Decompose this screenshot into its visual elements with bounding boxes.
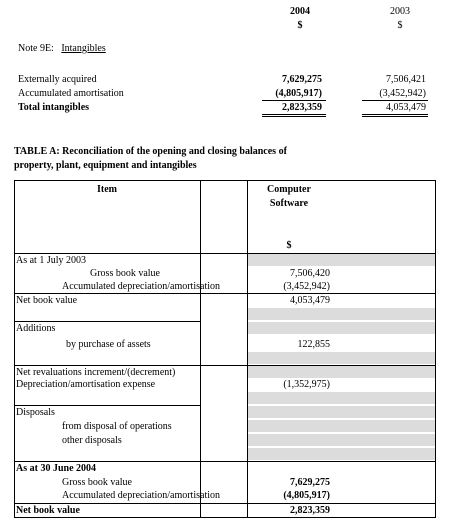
- row-divider: [14, 253, 436, 254]
- table-a-subtitle: property, plant, equipment and intangibles: [14, 160, 197, 171]
- subtotal-line-2003: [362, 100, 428, 101]
- note-title: [18, 43, 106, 54]
- row-divider: [14, 365, 436, 366]
- year-2004-header: 2004: [290, 6, 310, 17]
- note-prefix: Note 9E:: [18, 43, 54, 54]
- row-label: Additions: [16, 323, 56, 334]
- year-2003-header: 2003: [390, 6, 410, 17]
- total-line-2003-a: [362, 114, 428, 115]
- row-label: Net book value: [16, 295, 78, 306]
- shaded-cell: [248, 254, 435, 266]
- note-row-label: Externally acquired: [18, 74, 97, 85]
- row-label: Net book value: [16, 505, 80, 516]
- note-row-2004: 7,629,275: [282, 74, 322, 85]
- item-column-header: Item: [97, 184, 117, 195]
- row-value: (4,805,917): [283, 490, 330, 501]
- note-heading: Intangibles: [61, 43, 106, 54]
- row-label: As at 1 July 2003: [16, 255, 86, 266]
- shaded-cell: [248, 352, 435, 364]
- row-label: Gross book value: [90, 268, 160, 279]
- row-divider: [14, 321, 200, 322]
- shaded-cell: [248, 420, 435, 432]
- note-row-2003: (3,452,942): [379, 88, 426, 99]
- note-total-2004: 2,823,359: [282, 102, 322, 113]
- row-label: Disposals: [16, 407, 55, 418]
- row-value: 7,506,420: [290, 268, 330, 279]
- row-divider: [14, 461, 436, 462]
- total-line-2003-b: [362, 116, 428, 117]
- shaded-cell: [248, 406, 435, 418]
- shaded-cell: [248, 448, 435, 460]
- note-row-2004: (4,805,917): [275, 88, 322, 99]
- row-label: Depreciation/amortisation expense: [16, 379, 156, 390]
- row-label: other disposals: [62, 435, 122, 446]
- row-label: Accumulated depreciation/amortisation: [62, 281, 220, 292]
- row-divider: [14, 293, 436, 294]
- row-label: from disposal of operations: [62, 421, 172, 432]
- row-value: 2,823,359: [290, 505, 330, 516]
- table-a-title: TABLE A: Reconciliation of the opening and closing balances of: [14, 146, 287, 157]
- currency-header: $: [286, 240, 292, 251]
- row-label: Net revaluations increment/(decrement): [16, 367, 176, 378]
- row-value: 122,855: [297, 339, 330, 350]
- column-divider: [200, 180, 201, 518]
- row-label: As at 30 June 2004: [16, 463, 97, 474]
- row-label: Accumulated depreciation/amortisation: [62, 490, 220, 501]
- row-value: 4,053,479: [290, 295, 330, 306]
- software-column-header: Computer: [267, 184, 311, 195]
- software-column-header-2: Software: [269, 198, 309, 209]
- shaded-cell: [248, 434, 435, 446]
- row-value: 7,629,275: [290, 477, 330, 488]
- shaded-cell: [248, 308, 435, 320]
- note-row-label: Accumulated amortisation: [18, 88, 124, 99]
- shaded-cell: [248, 392, 435, 404]
- shaded-cell: [248, 366, 435, 378]
- shaded-cell: [248, 322, 435, 334]
- total-line-2004-b: [262, 116, 326, 117]
- row-label: Gross book value: [62, 477, 132, 488]
- subtotal-line-2004: [262, 100, 326, 101]
- note-total-2003: 4,053,479: [386, 102, 426, 113]
- row-value: (1,352,975): [283, 379, 330, 390]
- currency-2004: $: [297, 20, 303, 31]
- currency-2003: $: [397, 20, 403, 31]
- row-divider: [14, 503, 436, 504]
- total-line-2004-a: [262, 114, 326, 115]
- note-row-2003: 7,506,421: [386, 74, 426, 85]
- note-total-label: Total intangibles: [18, 102, 90, 113]
- row-label: by purchase of assets: [66, 339, 151, 350]
- row-value: (3,452,942): [283, 281, 330, 292]
- row-divider: [14, 405, 200, 406]
